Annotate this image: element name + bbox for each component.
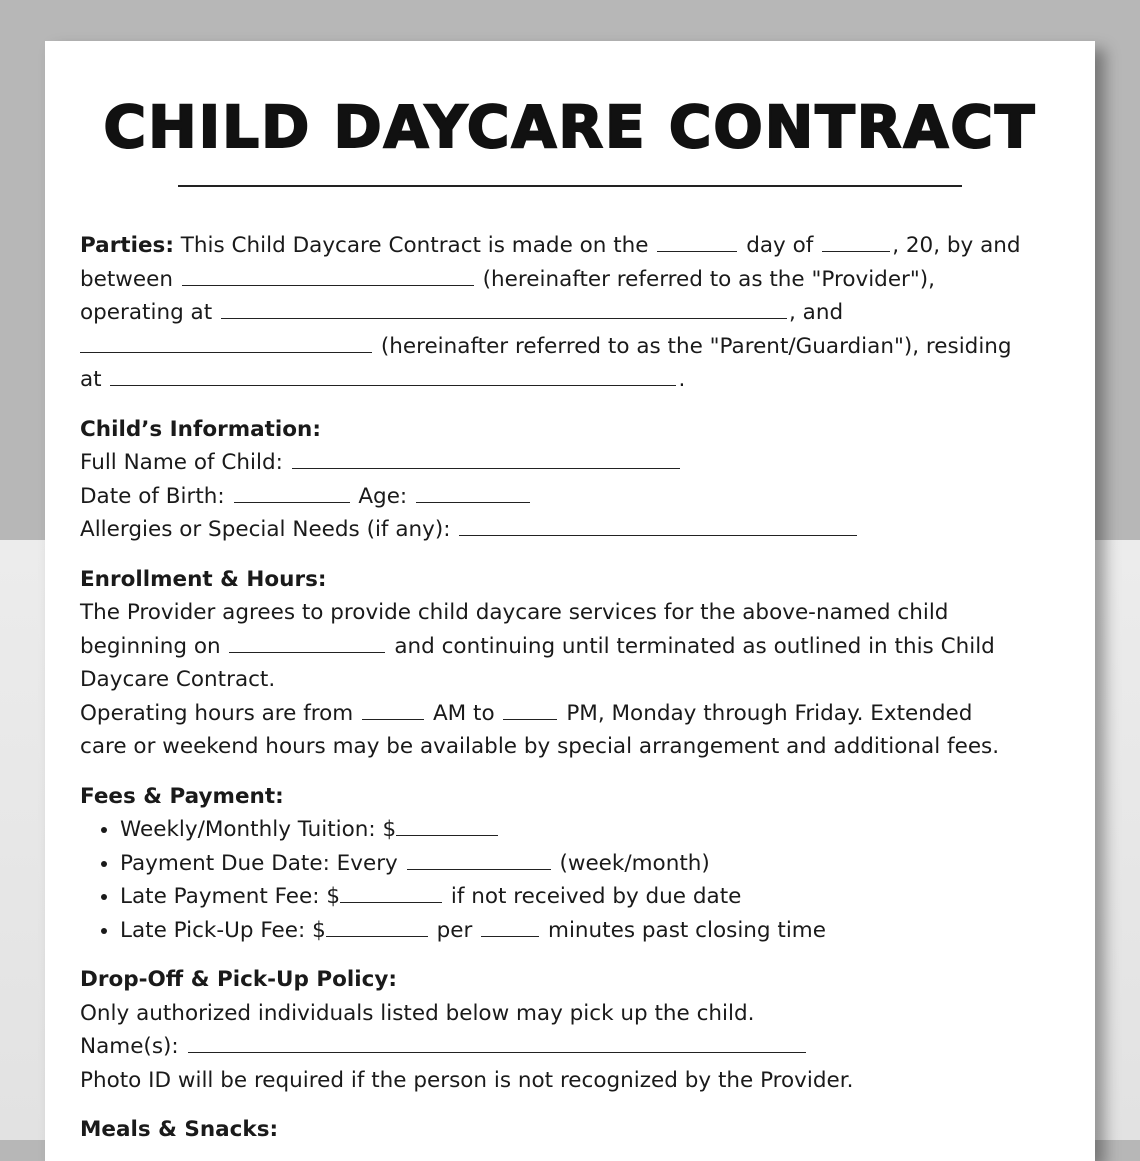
dropoff-heading: Drop-Off & Pick-Up Policy: [80,967,397,992]
parties-heading: Parties: [80,233,174,258]
list-item [120,813,1070,847]
blank-late-payment[interactable] [340,880,442,903]
enrollment-text: PM, Monday through Friday. Extended [566,700,973,726]
blank-age[interactable] [416,480,530,503]
enrollment-heading: Enrollment & Hours: [80,566,327,592]
title-underline [178,185,962,187]
parties-text: (hereinafter referred to as the "Parent/Guardian"), residing [380,333,1012,359]
enrollment-text: Operating hours are from [80,700,354,726]
due-date-suffix: (week/month) [559,850,710,876]
allergies-label: Allergies or Special Needs (if any): [80,517,451,542]
due-date-label: Payment Due Date: Every [120,850,398,876]
blank-parent-address[interactable] [110,363,676,386]
enrollment-text: AM to [432,700,495,726]
late-pickup-per: per [436,917,473,943]
parties-text: operating at [80,300,213,325]
blank-due-date[interactable] [407,847,551,870]
blank-tuition[interactable] [396,813,498,836]
enrollment-text: The Provider agrees to provide child daycare services for the above-named child [80,600,949,625]
enrollment-section [80,563,1070,764]
parties-text: between [80,266,173,292]
blank-day[interactable] [657,229,737,252]
blank-dob[interactable] [234,480,350,503]
enrollment-text: beginning on [80,633,221,659]
blank-child-name[interactable] [292,446,680,469]
enrollment-text: Daycare Contract. [80,667,276,692]
blank-authorized-names[interactable] [188,1030,806,1053]
parties-text: , 20, by and [892,233,1021,258]
meals-section [80,1113,1070,1147]
child-info-section [80,413,1070,547]
late-pickup-label: Late Pick-Up Fee: $ [120,917,326,943]
dob-label: Date of Birth: [80,483,225,509]
dropoff-text: Photo ID will be required if the person is not recognized by the Provider. [80,1067,854,1093]
parties-text: This Child Daycare Contract is made on the [180,233,649,258]
tuition-label: Weekly/Monthly Tuition: $ [120,817,397,842]
list-item [120,880,1070,914]
child-name-label: Full Name of Child: [80,450,283,475]
parties-section [80,229,1070,397]
late-payment-label: Late Payment Fee: $ [120,884,341,909]
age-label: Age: [358,483,408,509]
blank-parent-name[interactable] [80,330,372,353]
late-payment-suffix: if not received by due date [450,884,742,909]
parties-text: (hereinafter referred to as the "Provider"), [482,266,936,292]
contract-page [45,41,1095,1161]
child-info-heading: Child’s Information: [80,416,321,442]
parties-text: . [678,367,686,392]
blank-allergies[interactable] [459,513,857,536]
dropoff-text: Only authorized individuals listed below may pick up the child. [80,1000,755,1026]
fees-heading: Fees & Payment: [80,783,284,809]
fees-section [80,780,1070,948]
blank-provider-name[interactable] [182,263,474,286]
fees-list [80,813,1070,947]
parties-text: at [80,367,102,392]
dropoff-section [80,963,1070,1097]
blank-month[interactable] [822,229,890,252]
document-title: CHILD DAYCARE CONTRACT [103,93,1037,161]
blank-late-minutes[interactable] [481,914,539,937]
list-item [120,914,1070,948]
enrollment-text: and continuing until terminated as outlined in this Child [394,633,995,659]
blank-close-time[interactable] [503,697,557,720]
blank-start-date[interactable] [229,630,385,653]
enrollment-text: care or weekend hours may be available by special arrangement and additional fees. [80,734,1000,759]
meals-heading: Meals & Snacks: [80,1117,279,1142]
blank-open-time[interactable] [362,697,424,720]
parties-text: , and [789,300,844,325]
blank-late-pickup[interactable] [326,914,428,937]
parties-text: day of [746,233,814,258]
names-label: Name(s): [80,1034,179,1059]
list-item [120,847,1070,881]
contract-body [80,229,1070,1161]
blank-provider-address[interactable] [221,296,787,319]
late-pickup-suffix: minutes past closing time [548,917,826,943]
